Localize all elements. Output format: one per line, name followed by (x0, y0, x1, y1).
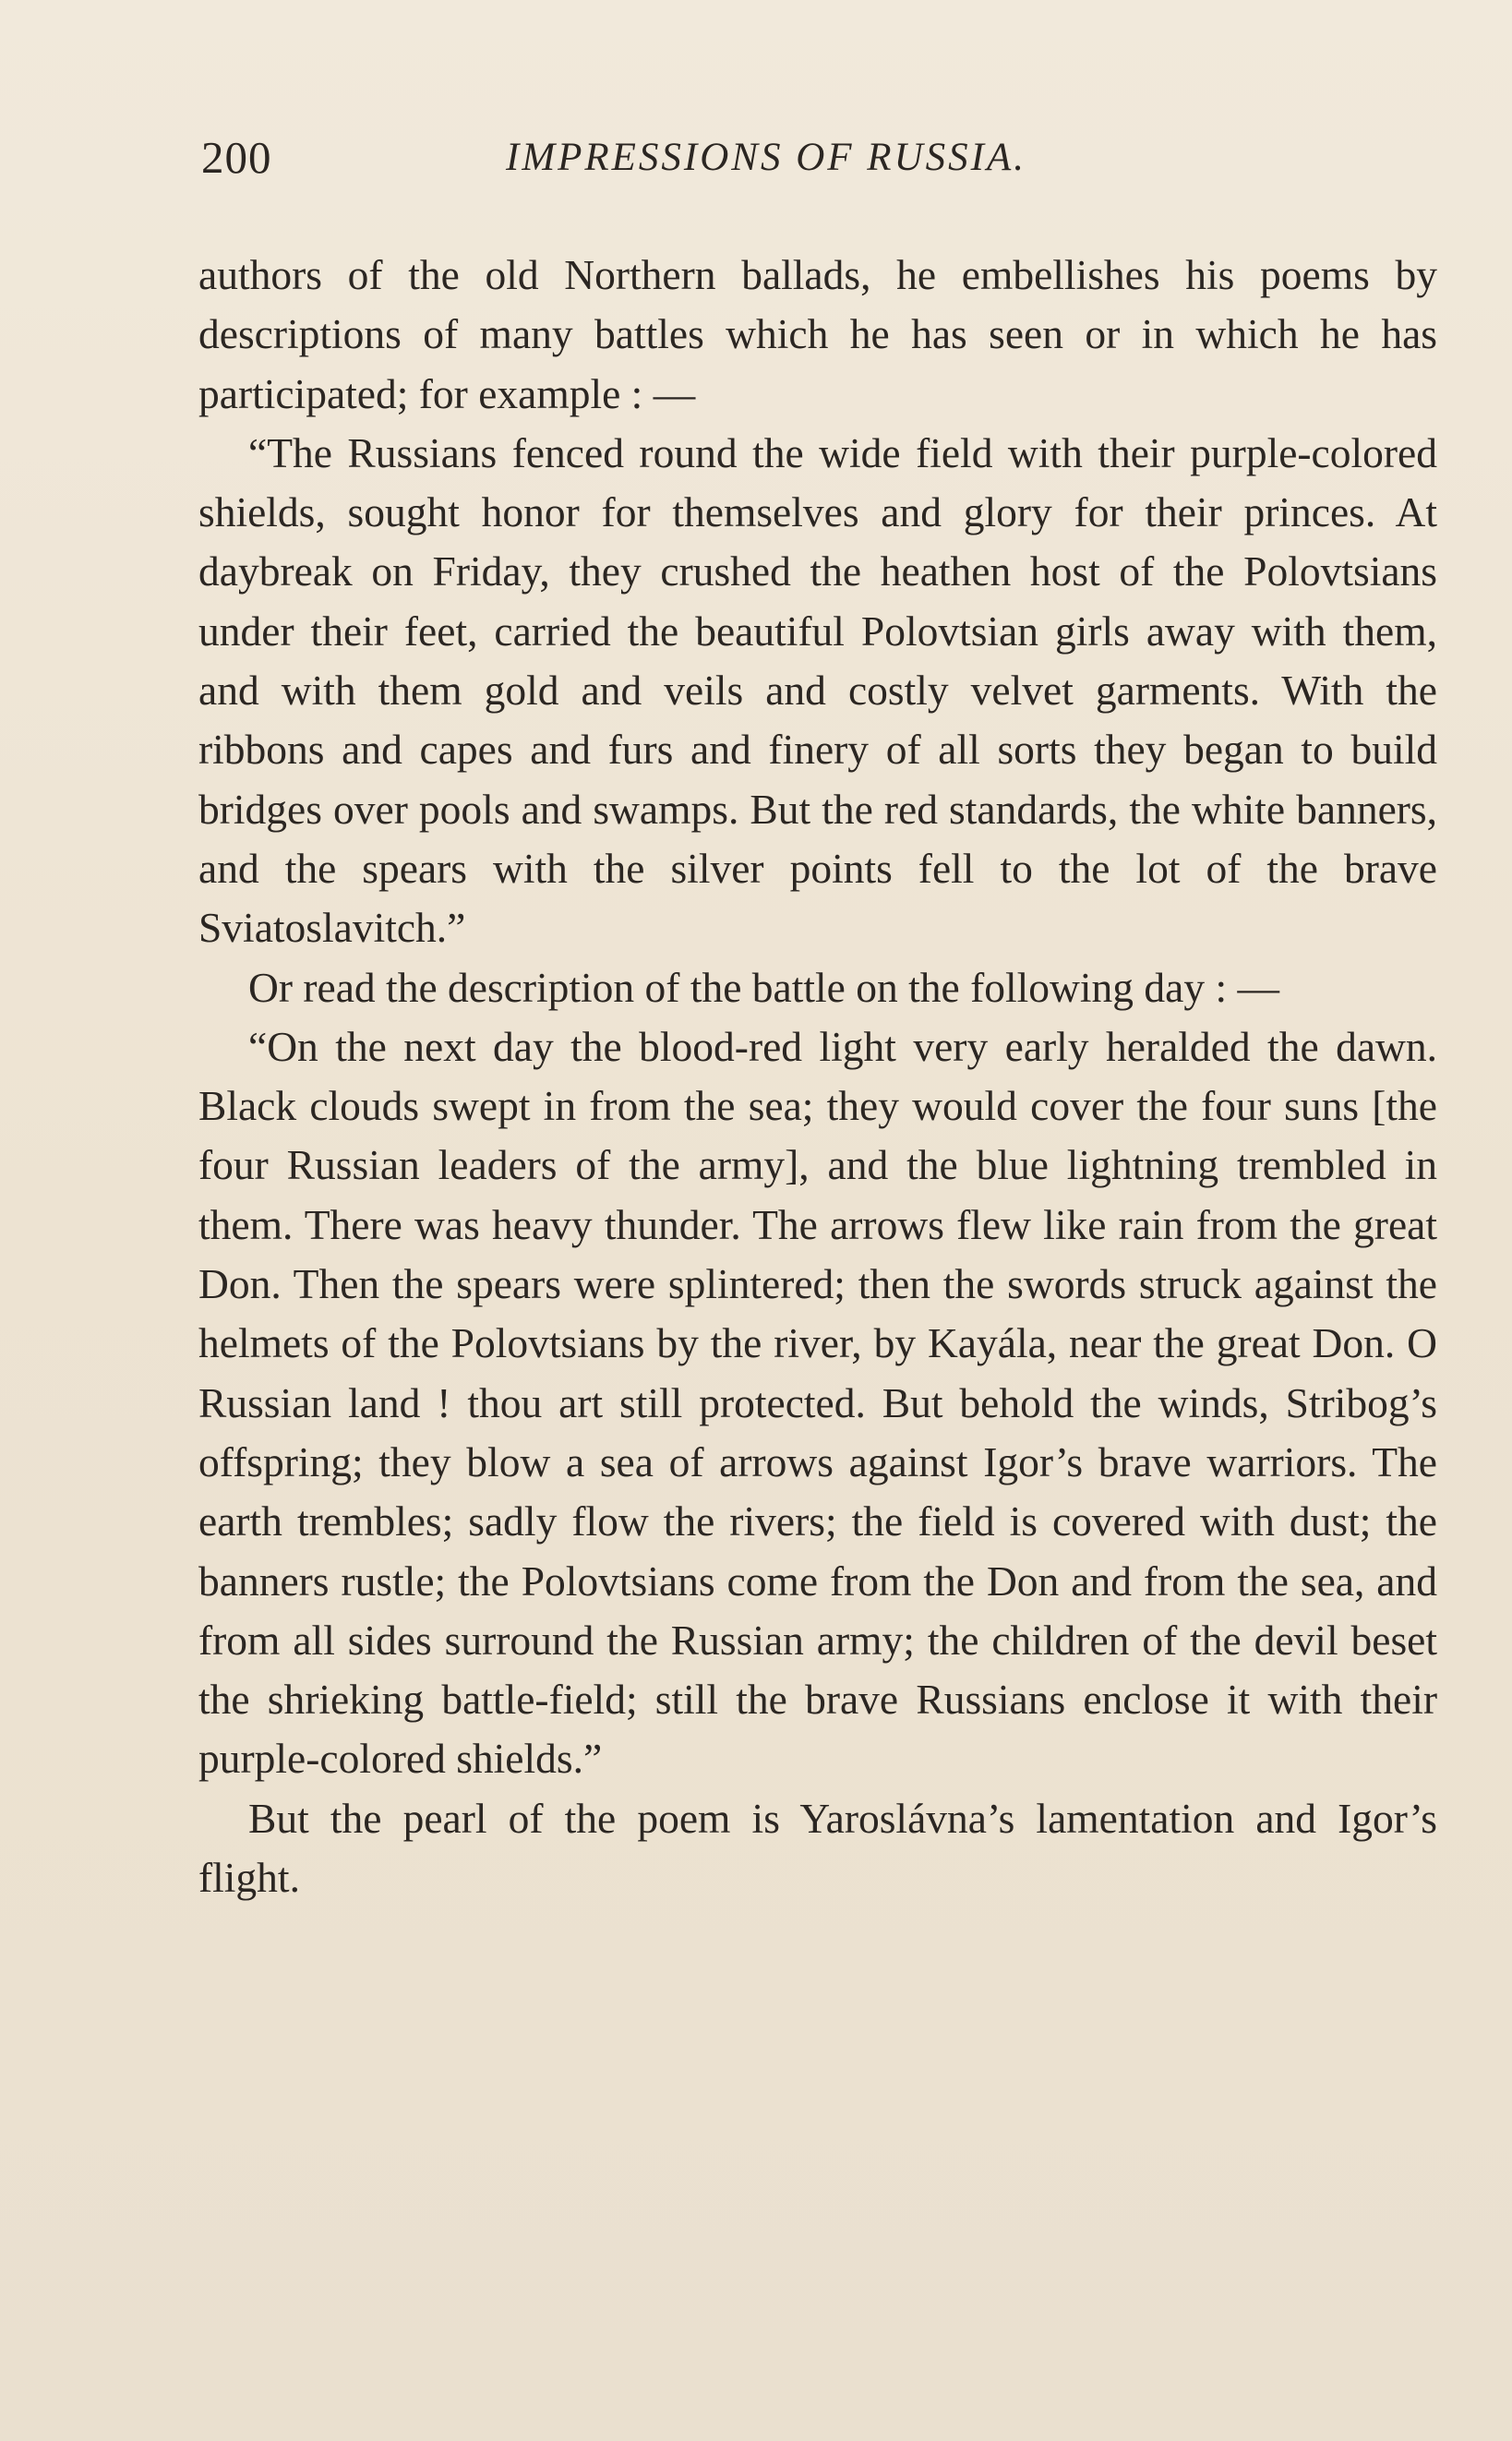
paragraph-continuation: authors of the old Northern ballads, he embellishes his poems by descriptions of many battles which he has seen or in which he has participated; for example : — (198, 251, 1437, 417)
page-number: 200 (201, 132, 272, 183)
running-head: IMPRESSIONS OF RUSSIA. (506, 136, 1026, 179)
body-text (198, 246, 1437, 1907)
paragraph-intro-second-battle: Or read the description of the battle on the following day : — (248, 963, 1279, 1011)
paragraph-quote-second-battle: “On the next day the blood-red light very early heralded the dawn. Black clouds swept in from the sea; they would cover the four suns [the four Russian leaders of the army], and the blue lightning trembled in them. There was heavy thunder. The arrows flew like rain from the great Don. Then the spears were splintered; then the swords struck against the helmets of the Polovtsians by the river, by Kayála, near the great Don. O Russian land ! thou art still protected. But behold the winds, Stribog’s offspring; they blow a sea of arrows against Igor’s brave warriors. The earth trembles; sadly flow the rivers; the field is covered with dust; the banners rustle; the Polovtsians come from the Don and from the sea, and from all sides surround the Russian army; the children of the devil beset the shrieking battle-field; still the brave Russians enclose it with their purple-colored shields.” (198, 1022, 1437, 1783)
page-header (201, 131, 1438, 196)
paragraph-closing: But the pearl of the poem is Yaroslávna’s lamentation and Igor’s flight. (198, 1794, 1437, 1902)
paragraph-quote-first-battle: “The Russians fenced round the wide field with their purple-colored shields, sought honor for themselves and glory for their princes. At daybreak on Friday, they crushed the heathen host of the Polovtsians under their feet, carried the beautiful Polovtsian girls away with them, and with them gold and veils and costly velvet garments. With the ribbons and capes and furs and finery of all sorts they began to build bridges over pools and swamps. But the red standards, the white banners, and the spears with the silver points fell to the lot of the brave Sviatoslavitch.” (198, 428, 1437, 952)
